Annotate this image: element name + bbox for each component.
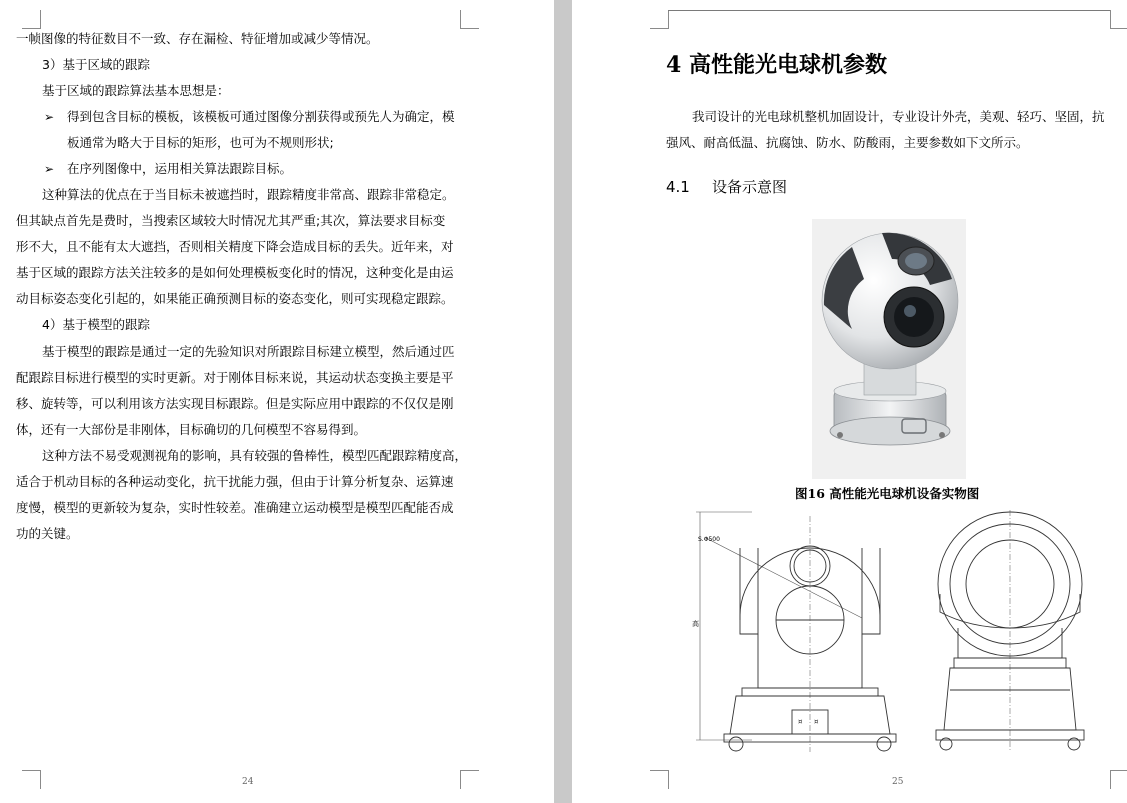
crop-mark-bottom-right <box>460 770 479 789</box>
camera-ball-icon <box>812 219 966 479</box>
header-rule <box>668 10 1110 11</box>
text-line: 度慢，模型的更新较为复杂，实时性较差。准确建立运动模型是模型匹配能否成 <box>16 500 454 515</box>
bullet-item-text: 板通常为略大于目标的矩形，也可为不规则形状; <box>67 135 334 150</box>
section-number: 4.1 <box>666 178 690 196</box>
page-number: 24 <box>242 777 254 787</box>
page-gutter <box>554 0 572 803</box>
crop-mark-bottom-right <box>1110 770 1127 789</box>
text-line: 体，还有一大部份是非刚体，目标确切的几何模型不容易得到。 <box>16 422 367 437</box>
figure-caption: 图16 高性能光电球机设备实物图 <box>795 486 980 501</box>
technical-drawing-side <box>930 508 1090 756</box>
bullet-icon: ➢ <box>44 162 55 176</box>
left-page <box>0 0 554 803</box>
page-number: 25 <box>892 777 904 787</box>
dimension-label-height: 高 <box>692 620 699 628</box>
crop-mark-top-right <box>460 10 479 29</box>
chapter-title: 4 高性能光电球机参数 <box>666 52 887 78</box>
text-line: 功的关键。 <box>16 526 79 541</box>
dimension-label-diameter: S.Φ500 <box>698 536 720 543</box>
text-line: 适合于机动目标的各种运动变化，抗干扰能力强，但由于计算分析复杂、运算速 <box>16 474 454 489</box>
crop-mark-top-right <box>1110 10 1127 29</box>
text-line: 形不大，且不能有太大遮挡，否则相关精度下降会造成目标的丢失。近年来，对 <box>16 239 454 254</box>
bullet-icon: ➢ <box>44 110 55 124</box>
text-line: 配跟踪目标进行模型的实时更新。对于刚体目标来说，其运动状态变换主要是平 <box>16 370 454 385</box>
text-line: 这种算法的优点在于当目标未被遮挡时，跟踪精度非常高、跟踪非常稳定。 <box>42 187 455 202</box>
text-line: 这种方法不易受观测视角的影响，具有较强的鲁棒性，模型匹配跟踪精度高， <box>42 448 468 463</box>
svg-text:¤: ¤ <box>798 718 803 726</box>
bullet-item-text: 得到包含目标的模板，该模板可通过图像分割获得或预先人为确定，模 <box>67 109 455 124</box>
bullet-item-text: 在序列图像中，运用相关算法跟踪目标。 <box>67 161 293 176</box>
side-view-drawing-icon <box>930 508 1090 756</box>
intro-text-line: 我司设计的光电球机整机加固设计，专业设计外壳，美观、轻巧、坚固，抗 <box>692 109 1105 124</box>
svg-text:¤: ¤ <box>814 718 819 726</box>
crop-mark-top-left <box>22 10 41 29</box>
subheading-model-tracking: 4）基于模型的跟踪 <box>42 317 150 332</box>
text-line: 一帧图像的特征数目不一致、存在漏检、特征增加或减少等情况。 <box>16 31 379 46</box>
crop-mark-top-left <box>650 10 669 29</box>
crop-mark-bottom-left <box>650 770 669 789</box>
text-line: 但其缺点首先是费时，当搜索区域较大时情况尤其严重;其次，算法要求目标变 <box>16 213 446 228</box>
device-photo <box>812 219 966 479</box>
right-page <box>572 0 1127 803</box>
text-line: 动目标姿态变化引起的，如果能正确预测目标的姿态变化，则可实现稳定跟踪。 <box>16 291 454 306</box>
crop-mark-bottom-left <box>22 770 41 789</box>
text-line: 基于区域的跟踪算法基本思想是： <box>42 83 230 98</box>
text-line: 基于模型的跟踪是通过一定的先验知识对所跟踪目标建立模型，然后通过匹 <box>42 344 455 359</box>
section-title: 设备示意图 <box>712 178 788 196</box>
text-line: 移、旋转等，可以利用该方法实现目标跟踪。但是实际应用中跟踪的不仅仅是刚 <box>16 396 454 411</box>
intro-text-line: 强风、耐高低温、抗腐蚀、防水、防酸雨，主要参数如下文所示。 <box>666 135 1029 150</box>
front-view-drawing-icon <box>692 508 916 756</box>
subheading-region-tracking: 3）基于区域的跟踪 <box>42 57 150 72</box>
text-line: 基于区域的跟踪方法关注较多的是如何处理模板变化时的情况，这种变化是由运 <box>16 265 454 280</box>
technical-drawing-front <box>692 508 916 756</box>
